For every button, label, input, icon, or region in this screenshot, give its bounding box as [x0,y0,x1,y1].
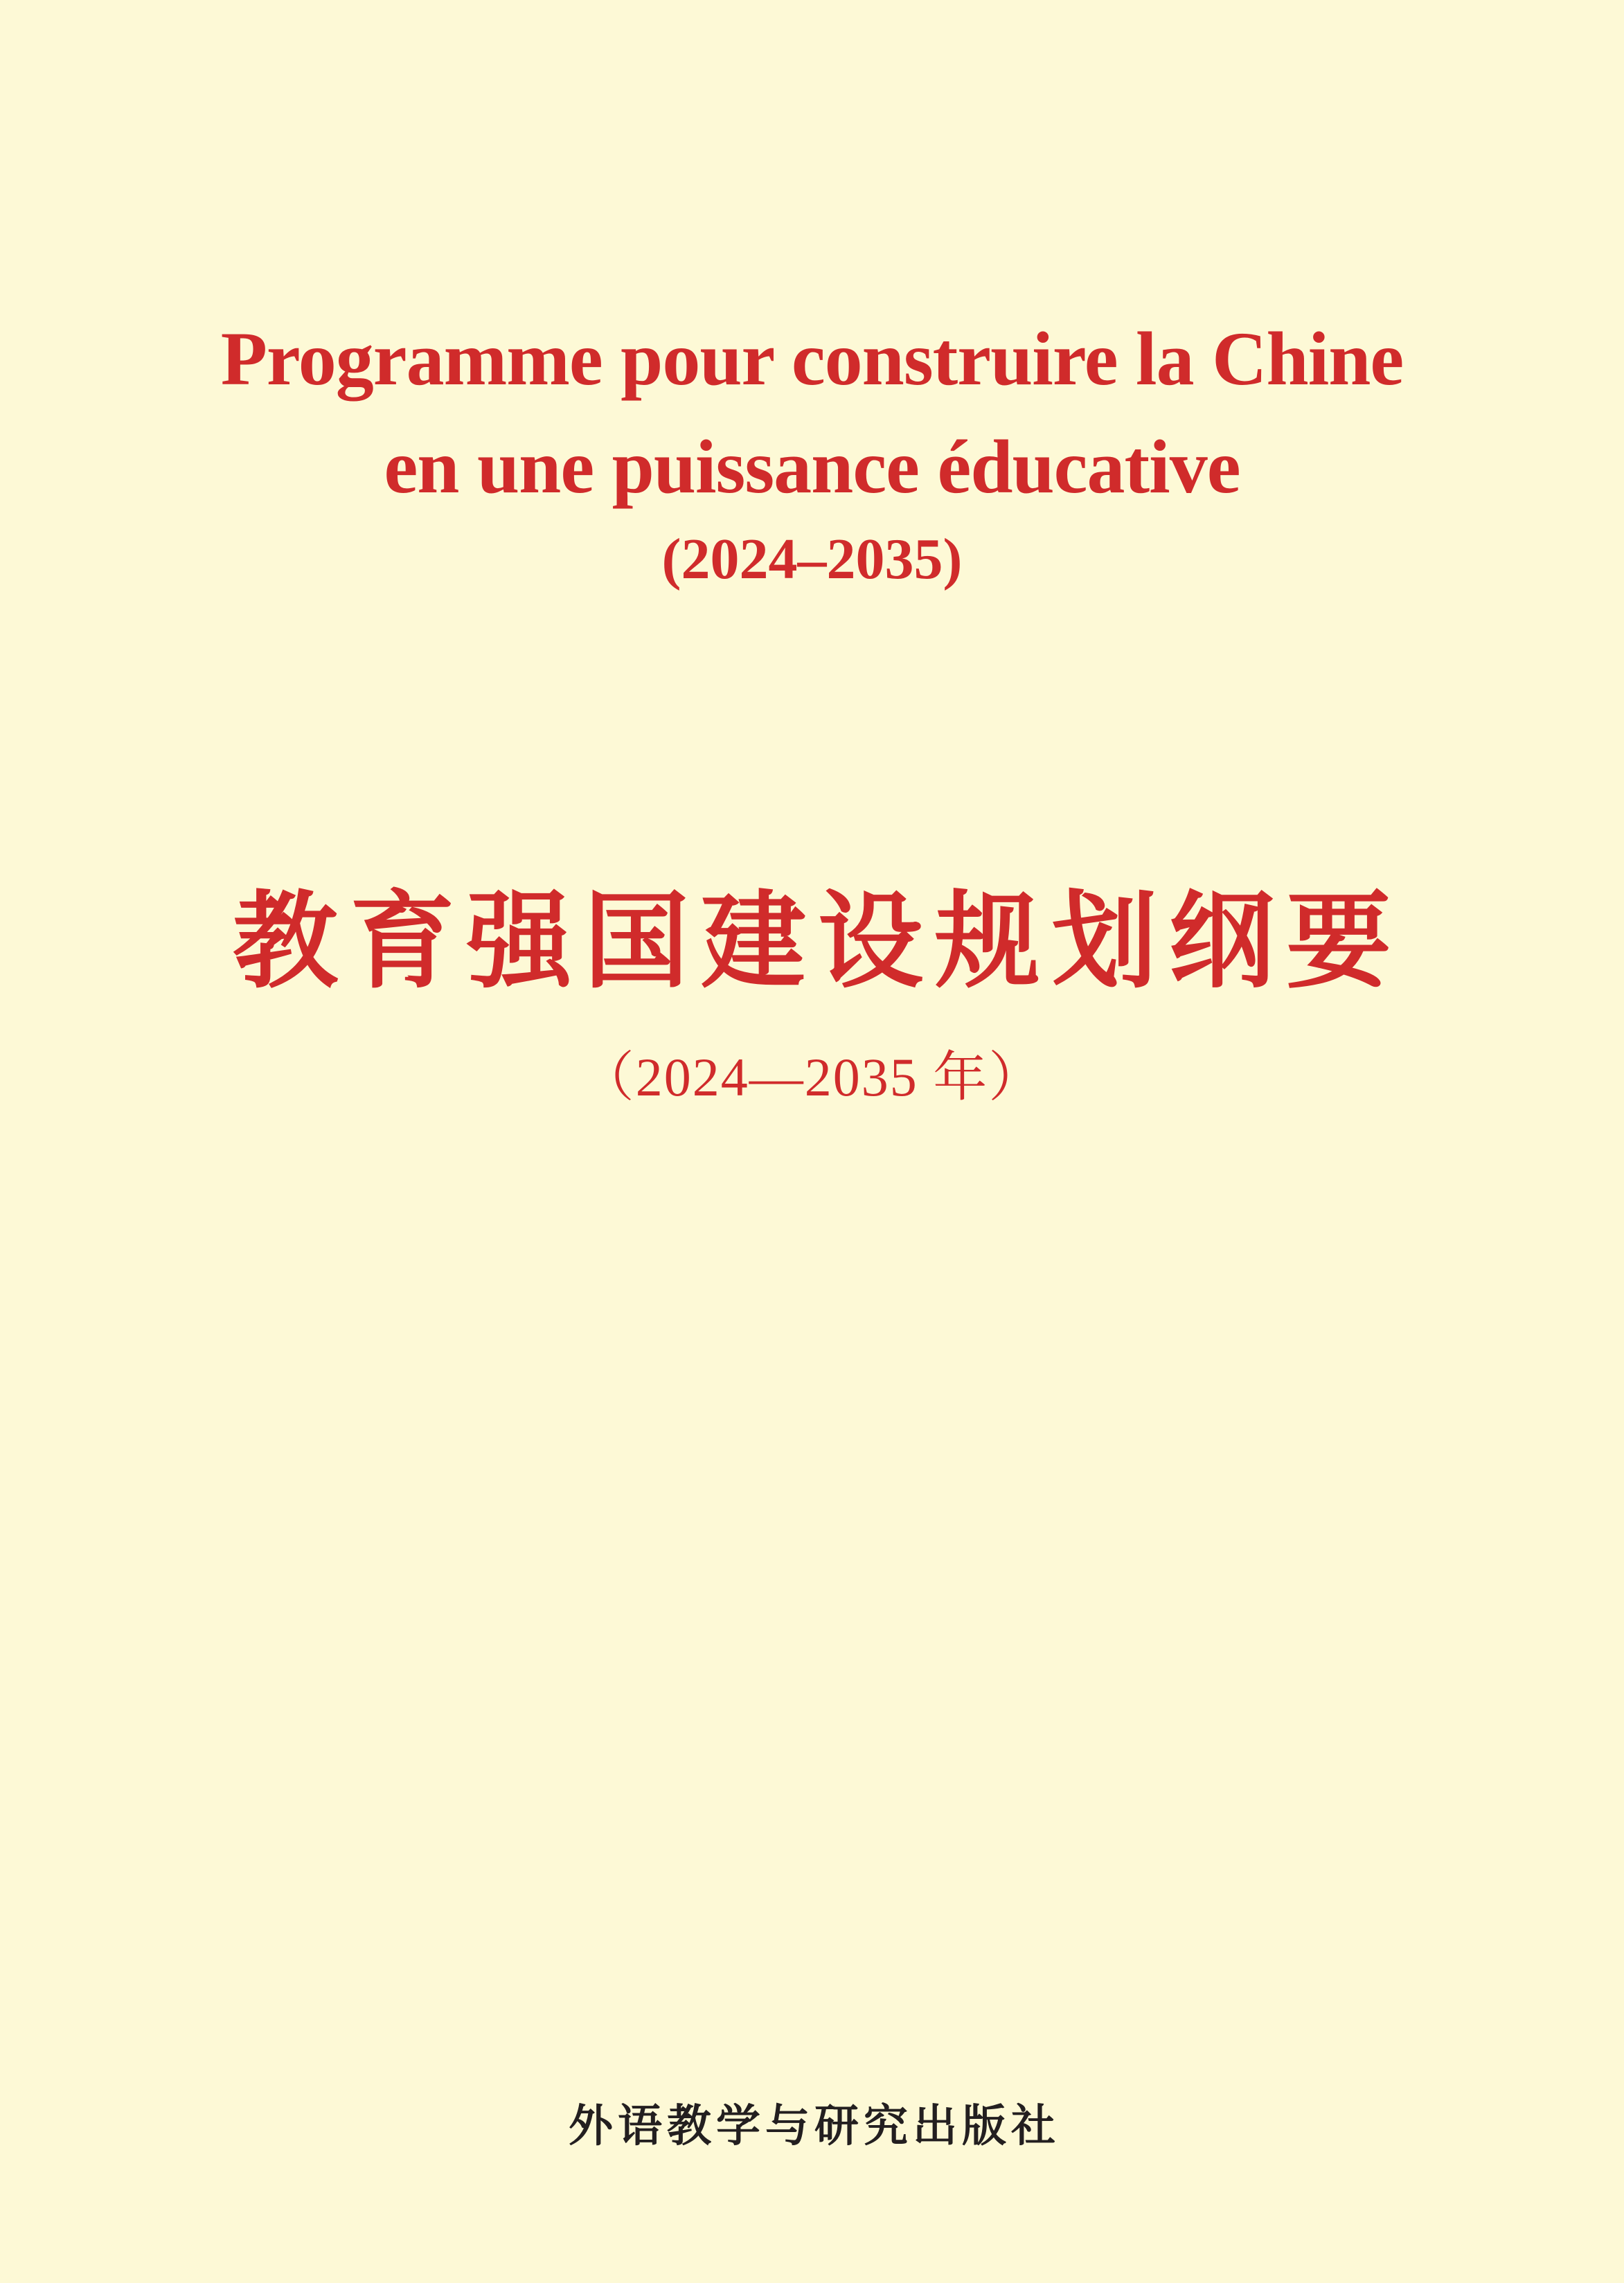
chinese-years: （2024—2035 年） [580,1047,1044,1107]
publisher-name: 外语教学与研究出版社 [569,2101,1060,2151]
french-title-line2: en une puissance éducative [384,424,1240,509]
french-years: (2024–2035) [661,527,963,591]
french-title-line1: Programme pour construire la Chine [220,316,1404,401]
chinese-title: 教育强国建设规划纲要 [233,884,1403,1001]
french-title [0,305,1624,521]
